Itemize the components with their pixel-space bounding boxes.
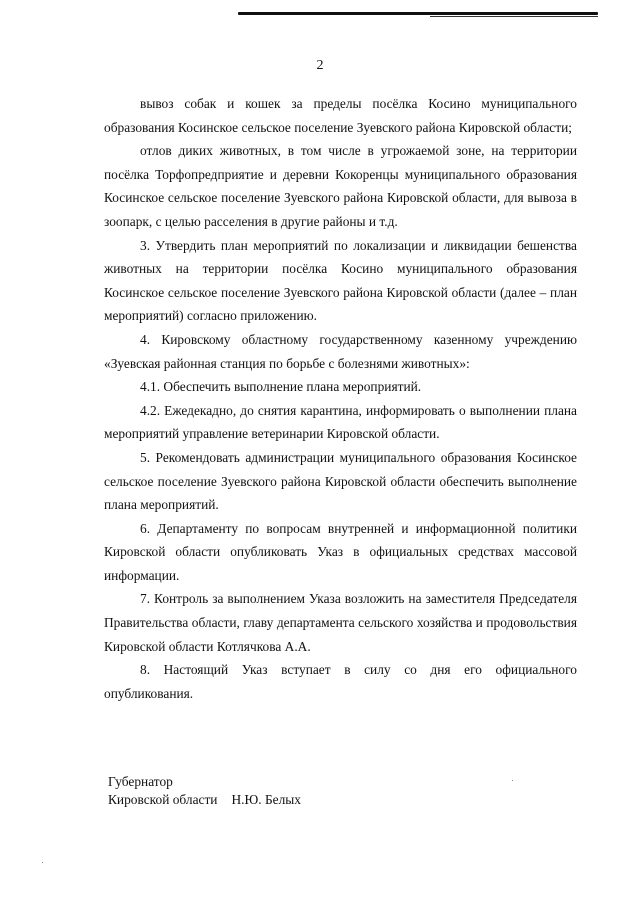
signature-name: Н.Ю. Белых — [231, 792, 301, 807]
scan-top-line-secondary — [430, 16, 598, 17]
signature-row — [108, 791, 301, 809]
paragraph-item-6: 6. Департаменту по вопросам внутренней и информационной политики Кировской области опубликовать Указ в официальных средствах массовой информации. — [104, 520, 577, 583]
signature-title-line1: Губернатор — [108, 774, 173, 789]
signature-block — [108, 773, 301, 809]
paragraph-dogs-cats: вывоз собак и кошек за пределы посёлка Косино муниципального образования Косинское сельское поселение Зуевского района Кировской области; — [104, 96, 577, 135]
paragraph-item-4-1: 4.1. Обеспечить выполнение плана мероприятий. — [140, 379, 422, 395]
signature-title-line2: Кировской области — [108, 792, 218, 807]
paragraph-item-8: 8. Настоящий Указ вступает в силу со дня его официального опубликования. — [104, 662, 577, 701]
page-number: 2 — [316, 58, 324, 73]
paragraph-item-4-2: 4.2. Ежедекадно, до снятия карантина, информировать о выполнении плана мероприятий управление ветеринарии Кировской области. — [104, 402, 577, 442]
document-body — [104, 92, 577, 705]
scan-speck — [512, 780, 513, 781]
paragraph-item-5: 5. Рекомендовать администрации муниципального образования Косинское сельское поселение Зуевского района Кировской области обеспечить выполнение плана мероприятий. — [104, 449, 577, 513]
scan-speck — [42, 862, 43, 863]
scan-top-line — [238, 12, 598, 15]
paragraph-item-4: 4. Кировскому областному государственному казенному учреждению «Зуевская районная станция по борьбе с болезнями животных»: — [104, 331, 577, 371]
paragraph-item-3: 3. Утвердить план мероприятий по локализации и ликвидации бешенства животных на территории посёлка Косино муниципального образования Косинское сельское поселение Зуевского района Кировской области (далее – план мероприятий) согласно приложению. — [104, 237, 577, 324]
paragraph-item-7: 7. Контроль за выполнением Указа возложить на заместителя Председателя Правительства области, главу департамента сельского хозяйства и продовольствия Кировской области Котлячкова А.А. — [104, 591, 577, 654]
paragraph-wild-animals: отлов диких животных, в том числе в угрожаемой зоне, на территории посёлка Торфопредприятие и деревни Кокоренцы муниципального образования Косинское сельское поселение Зуевского района Кировской области, для вывоза в зоопарк, с целью расселения в другие районы и т.д. — [104, 143, 577, 229]
